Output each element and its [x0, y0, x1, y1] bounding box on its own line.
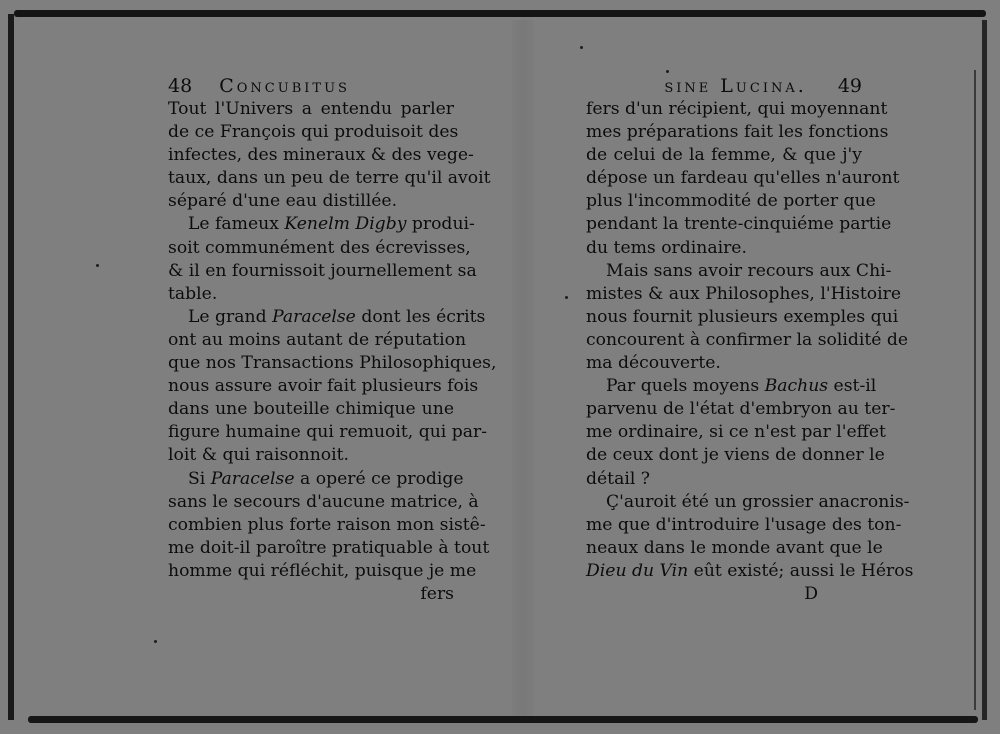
line-text: neaux dans le monde avant que le — [586, 537, 883, 558]
text-line — [586, 144, 862, 167]
text-line — [168, 121, 459, 144]
text-line — [586, 121, 889, 144]
scan-speck — [580, 46, 583, 49]
text-line — [586, 491, 910, 514]
running-head-title-left: Concubitus — [219, 75, 350, 97]
line-text: Par quels moyens — [606, 376, 765, 397]
line-text: infectes, des mineraux & des vege- — [168, 145, 474, 166]
text-line — [586, 237, 862, 260]
line-text: dépose un fardeau qu'elles n'auront — [586, 168, 900, 189]
line-text: homme qui réfléchit, puisque je me — [168, 560, 477, 581]
line-text: figure humaine qui remuoit, qui par- — [168, 422, 488, 443]
line-text: pendant la trente-cinquiéme partie — [586, 214, 892, 235]
line-text: de celui de la femme, & que j'y — [586, 145, 862, 166]
page-edge-top — [14, 10, 986, 17]
text-line — [586, 306, 899, 329]
text-line — [586, 514, 902, 537]
line-text: ma découverte. — [586, 353, 721, 374]
text-line — [168, 283, 454, 306]
text-line — [168, 213, 475, 236]
text-line — [586, 260, 892, 283]
left-page-body — [168, 98, 497, 583]
text-line — [586, 398, 896, 421]
text-line — [586, 167, 900, 190]
text-line — [586, 98, 888, 121]
right-page — [586, 74, 914, 606]
line-text: ont au moins autant de réputation — [168, 329, 467, 350]
text-line — [168, 491, 479, 514]
running-head-left — [168, 74, 454, 98]
text-line — [586, 213, 892, 236]
text-line — [586, 352, 862, 375]
line-text: table. — [168, 283, 218, 304]
line-text: & il en fournissoit journellement sa — [168, 260, 477, 281]
text-line — [168, 468, 464, 491]
text-line — [586, 375, 877, 398]
line-text: détail ? — [586, 468, 650, 489]
page-edge-left — [8, 14, 14, 720]
text-line — [168, 167, 491, 190]
text-line — [586, 190, 876, 213]
line-text: fers d'un récipient, qui moyennant — [586, 99, 888, 119]
line-text: soit communément des écrevisses, — [168, 237, 471, 258]
text-line — [168, 375, 479, 398]
text-line — [586, 283, 902, 306]
text-line — [168, 421, 488, 444]
text-line — [168, 190, 454, 213]
running-head-title-right: sine Lucina. — [664, 75, 807, 97]
left-page — [168, 74, 497, 606]
page-number-left: 48 — [168, 75, 193, 97]
line-text: séparé d'une eau distillée. — [168, 191, 398, 212]
line-text: mes préparations fait les fonctions — [586, 122, 889, 143]
text-line — [168, 514, 486, 537]
text-line — [168, 306, 486, 329]
text-line — [168, 537, 490, 560]
text-line — [586, 468, 862, 491]
line-text: concourent à confirmer la solidité de — [586, 329, 909, 350]
catchword: fers — [420, 583, 454, 604]
line-text: me que d'introduire l'usage des ton- — [586, 514, 902, 535]
text-line — [586, 444, 885, 467]
line-text: de ce François qui produisoit des — [168, 122, 459, 143]
text-line — [168, 398, 454, 421]
text-line — [168, 98, 454, 121]
line-text: a operé ce prodige — [294, 468, 464, 489]
scan-speck — [666, 70, 669, 73]
text-line — [168, 144, 474, 167]
line-text: dont les écrits — [355, 306, 486, 327]
text-line — [168, 237, 471, 260]
italic-text: Paracelse — [272, 306, 356, 327]
book-gutter — [512, 20, 534, 716]
line-text: dans une bouteille chimique une — [168, 399, 454, 420]
text-line — [168, 560, 477, 583]
line-text: eût existé; aussi le Héros — [688, 560, 914, 581]
line-text: Ç'auroit été un grossier anacronis- — [606, 491, 910, 512]
right-page-body — [586, 98, 914, 583]
italic-text: Dieu du Vin — [586, 560, 689, 581]
line-text: Si — [188, 468, 211, 489]
running-head-right — [586, 74, 862, 98]
line-text: Tout l'Univers a entendu parler — [168, 99, 454, 119]
page-edge-right — [982, 20, 987, 720]
scan-speck — [154, 640, 157, 643]
line-text: nous assure avoir fait plusieurs fois — [168, 376, 479, 397]
line-text: me doit-il paroître pratiquable à tout — [168, 537, 490, 558]
page-edge-bottom — [28, 716, 978, 723]
line-text: loit & qui raisonnoit. — [168, 445, 349, 466]
scan-speck — [565, 296, 568, 299]
line-text: mistes & aux Philosophes, l'Histoire — [586, 283, 902, 304]
text-line — [168, 352, 497, 375]
line-text: Le grand — [188, 306, 273, 327]
line-text: combien plus forte raison mon sistê- — [168, 514, 486, 535]
page-edge-right-inner — [974, 70, 976, 710]
line-text: me ordinaire, si ce n'est par l'effet — [586, 422, 886, 443]
line-text: produi- — [406, 214, 475, 235]
line-text: est-il — [828, 376, 877, 397]
line-text: sans le secours d'aucune matrice, à — [168, 491, 479, 512]
line-text: nous fournit plusieurs exemples qui — [586, 306, 899, 327]
scan-speck — [96, 264, 99, 267]
text-line — [586, 560, 914, 583]
italic-text: Kenelm Digby — [284, 214, 407, 235]
line-text: plus l'incommodité de porter que — [586, 191, 876, 212]
line-text: Mais sans avoir recours aux Chi- — [606, 260, 892, 281]
signature-mark: D — [804, 583, 818, 604]
line-text: parvenu de l'état d'embryon au ter- — [586, 399, 896, 420]
line-text: du tems ordinaire. — [586, 237, 747, 258]
line-text: que nos Transactions Philosophiques, — [168, 353, 497, 374]
text-line — [586, 421, 886, 444]
line-text: Le fameux — [188, 214, 285, 235]
text-line — [168, 329, 467, 352]
italic-text: Bachus — [764, 376, 829, 397]
text-line — [586, 537, 883, 560]
text-line — [586, 329, 909, 352]
italic-text: Paracelse — [210, 468, 295, 489]
page-number-right: 49 — [837, 75, 862, 97]
line-text: taux, dans un peu de terre qu'il avoit — [168, 168, 491, 189]
text-line — [168, 260, 477, 283]
text-line — [168, 444, 454, 467]
line-text: de ceux dont je viens de donner le — [586, 445, 885, 466]
